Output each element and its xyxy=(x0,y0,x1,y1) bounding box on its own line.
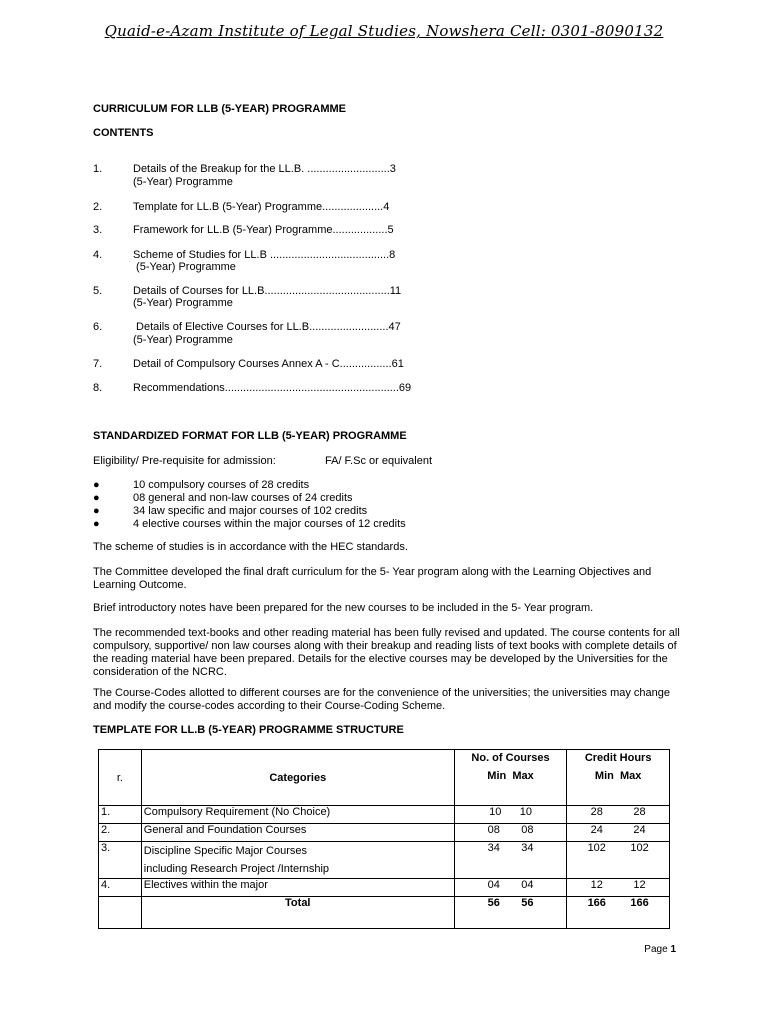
paragraph: Brief introductory notes have been prepared for the new courses to be included in the 5- Year program. xyxy=(93,602,594,614)
toc-entry-continued: (5-Year) Programme xyxy=(133,176,233,188)
paragraph: The recommended text-books and other reading material has been fully revised and updated. The course contents for all compulsory, supportive/ non law courses along with their breakup and reading lists of text books with complete details of the reading material have been prepared. Details for the elective courses may be developed by the Universities for the consideration of the NCRC. xyxy=(93,627,680,678)
toc-entry: Details of Courses for LL.B.........................................11 xyxy=(133,285,402,297)
row-courses: 34 34 xyxy=(454,842,567,879)
eligibility-value: FA/ F.Sc or equivalent xyxy=(325,455,432,467)
row-category: Electives within the major xyxy=(141,879,454,897)
row-number: 4. xyxy=(99,879,142,897)
row-number: 1. xyxy=(99,806,142,824)
toc-entry-continued: (5-Year) Programme xyxy=(133,261,236,273)
page-number: 1 xyxy=(670,944,676,955)
courses-header-label: No. of Courses xyxy=(471,752,550,764)
row-category: General and Foundation Courses xyxy=(141,824,454,842)
row-number: 2. xyxy=(99,824,142,842)
row-category: Compulsory Requirement (No Choice) xyxy=(141,806,454,824)
contents-heading: CONTENTS xyxy=(93,127,154,139)
toc-number: 7. xyxy=(93,358,103,370)
toc-number: 6. xyxy=(93,321,103,333)
toc-entry: Framework for LL.B (5-Year) Programme..................5 xyxy=(133,224,394,236)
table-row xyxy=(99,824,670,842)
toc-entry-continued: (5-Year) Programme xyxy=(133,297,233,309)
row-courses: 10 10 xyxy=(454,806,567,824)
page-footer xyxy=(644,944,676,955)
total-credits: 166 166 xyxy=(567,897,670,929)
toc-number: 1. xyxy=(93,163,103,175)
paragraph: The Committee developed the final draft curriculum for the 5- Year program along with the Learning Objectives and Learning Outcome. xyxy=(93,566,652,591)
bullet-icon: ● xyxy=(93,518,100,530)
row-courses: 08 08 xyxy=(454,824,567,842)
toc-number: 4. xyxy=(93,249,103,261)
bullet-item: 4 elective courses within the major courses of 12 credits xyxy=(133,518,406,530)
toc-entry: Template for LL.B (5-Year) Programme....................4 xyxy=(133,201,390,213)
row-credits: 28 28 xyxy=(567,806,670,824)
toc-number: 5. xyxy=(93,285,103,297)
bullet-icon: ● xyxy=(93,505,100,517)
table-total-row xyxy=(99,897,670,929)
toc-entry: Details of Elective Courses for LL.B..........................47 xyxy=(133,321,401,333)
row-credits: 102 102 xyxy=(567,842,670,879)
programme-structure-table xyxy=(98,749,670,929)
template-heading: TEMPLATE FOR LL.B (5-YEAR) PROGRAMME STRUCTURE xyxy=(93,724,404,736)
row-courses: 04 04 xyxy=(454,879,567,897)
bullet-icon: ● xyxy=(93,479,100,491)
credits-header-minmax: Min Max xyxy=(594,770,642,782)
toc-number: 2. xyxy=(93,201,103,213)
table-header-row xyxy=(99,750,670,806)
table-row xyxy=(99,806,670,824)
total-label: Total xyxy=(141,897,454,929)
bullet-item: 08 general and non-law courses of 24 credits xyxy=(133,492,353,504)
table-row xyxy=(99,879,670,897)
row-category-line: including Research Project /Internship xyxy=(143,863,330,875)
institute-header: Quaid-e-Azam Institute of Legal Studies, Nowshera Cell: 0301-8090132 xyxy=(104,22,664,40)
paragraph: The Course-Codes allotted to different courses are for the convenience of the universities; the universities may change and modify the course-codes according to their Course-Coding Scheme. xyxy=(93,687,671,712)
column-header-categories: Categories xyxy=(141,750,454,806)
toc-entry-continued: (5-Year) Programme xyxy=(133,334,233,346)
column-header-credits xyxy=(567,750,670,806)
toc-entry: Recommendations.........................................................69 xyxy=(133,382,412,394)
table-row xyxy=(99,842,670,879)
courses-header-minmax: Min Max xyxy=(487,770,534,782)
format-heading: STANDARDIZED FORMAT FOR LLB (5-YEAR) PROGRAMME xyxy=(93,430,407,442)
bullet-icon: ● xyxy=(93,492,100,504)
row-number: 3. xyxy=(99,842,142,879)
bullet-item: 10 compulsory courses of 28 credits xyxy=(133,479,310,491)
document-title: CURRICULUM FOR LLB (5-YEAR) PROGRAMME xyxy=(93,103,346,115)
row-category xyxy=(141,842,454,879)
row-credits: 24 24 xyxy=(567,824,670,842)
row-credits: 12 12 xyxy=(567,879,670,897)
credits-header-label: Credit Hours xyxy=(584,752,652,764)
column-header-no: r. xyxy=(99,750,142,806)
total-row-number xyxy=(99,897,142,929)
toc-entry: Detail of Compulsory Courses Annex A - C.................61 xyxy=(133,358,404,370)
toc-entry: Scheme of Studies for LL.B .......................................8 xyxy=(133,249,396,261)
toc-entry: Details of the Breakup for the LL.B. ...........................3 xyxy=(133,163,396,175)
toc-number: 3. xyxy=(93,224,103,236)
column-header-courses xyxy=(454,750,567,806)
bullet-item: 34 law specific and major courses of 102 credits xyxy=(133,505,368,517)
toc-number: 8. xyxy=(93,382,103,394)
eligibility-label: Eligibility/ Pre-requisite for admission: xyxy=(93,455,276,467)
page-label: Page xyxy=(644,944,671,955)
row-category-line: Discipline Specific Major Courses xyxy=(143,845,307,857)
paragraph: The scheme of studies is in accordance with the HEC standards. xyxy=(93,541,408,553)
total-courses: 56 56 xyxy=(454,897,567,929)
